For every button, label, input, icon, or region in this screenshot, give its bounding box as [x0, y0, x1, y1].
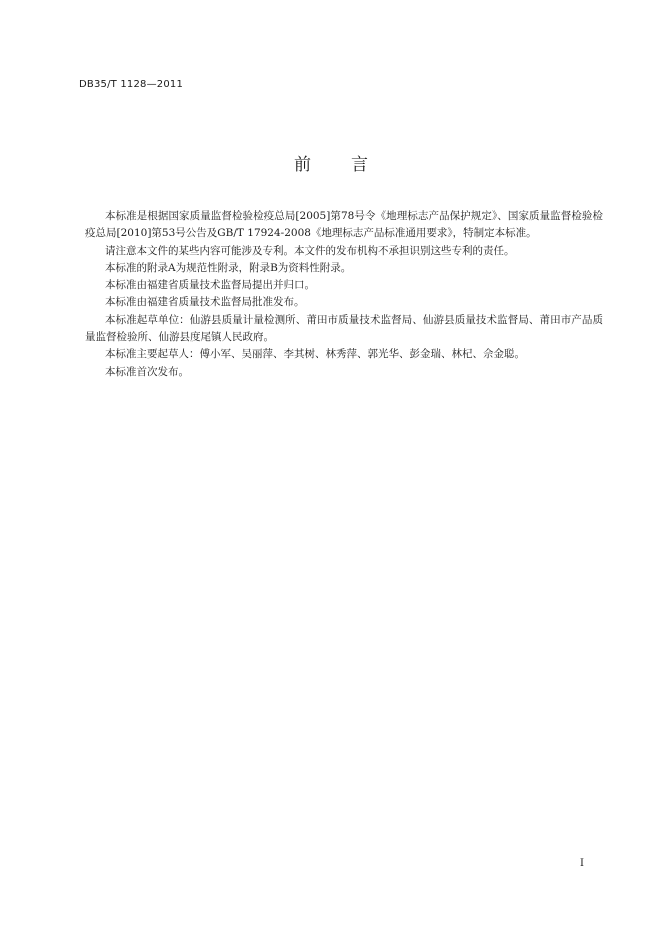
paragraph-first-release: 本标准首次发布。	[105, 365, 189, 378]
title-char-2: 言	[351, 155, 368, 175]
paragraph-proposer: 本标准由福建省质量技术监督局提出并归口。	[105, 279, 315, 292]
paragraph-basis: 本标准是根据国家质量监督检验检疫总局[2005]第78号令《地理标志产品保护规定》、国家质量监督检验检疫总局[2010]第53号公告及GB/T 17924-2008《地理标志产品标准通用要求》，特制定本标准。	[85, 210, 603, 240]
foreword-body	[85, 208, 603, 381]
paragraph-drafters: 本标准主要起草人：傅小军、吴丽萍、李其树、林秀萍、郭光华、彭金瑞、林杞、佘金聪。	[105, 348, 525, 361]
page-title	[0, 150, 662, 175]
paragraph-patent-notice: 请注意本文件的某些内容可能涉及专利。本文件的发布机构不承担识别这些专利的责任。	[105, 244, 515, 257]
document-code: DB35/T 1128—2011	[79, 79, 184, 90]
paragraph-drafting-units: 本标准起草单位：仙游县质量计量检测所、莆田市质量技术监督局、仙游县质量技术监督局、莆田市产品质量监督检验所、仙游县度尾镇人民政府。	[85, 313, 603, 344]
paragraph-approval: 本标准由福建省质量技术监督局批准发布。	[105, 296, 305, 309]
title-char-1: 前	[294, 155, 311, 175]
page-number: I	[580, 858, 584, 869]
paragraph-appendix: 本标准的附录A为规范性附录，附录B为资料性附录。	[105, 261, 352, 274]
